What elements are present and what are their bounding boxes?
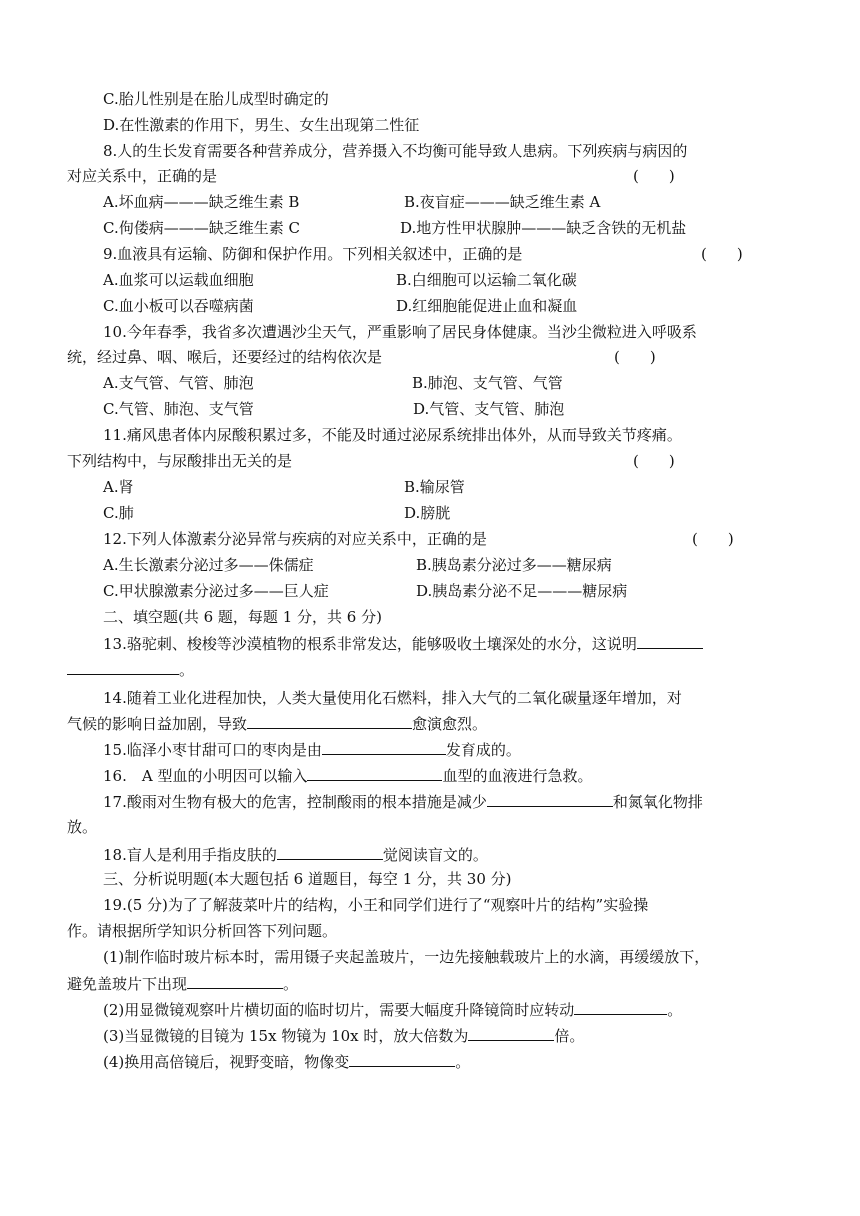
q13-blank-part1[interactable] [637,633,703,649]
q16-blank[interactable] [307,765,442,781]
q9-option-d: D.红细胞能促进止血和凝血 [396,297,578,315]
q8-answer-paren: ( ) [633,167,675,185]
q12-option-c: C.甲状腺激素分泌过多——巨人症 [103,582,329,600]
q15-text [103,739,521,760]
q12-stem: 12.下列人体激素分泌异常与疾病的对应关系中，正确的是 [103,530,487,548]
q14-text-line2 [67,713,487,734]
q7-option-c: C.胎儿性别是在胎儿成型时确定的 [103,90,329,108]
q16-text [103,765,592,786]
q10-option-c: C.气管、肺泡、支气管 [103,400,254,418]
q19-part2 [103,999,682,1020]
q11-stem-line1: 11.痛风患者体内尿酸积累过多，不能及时通过泌尿系统排出体外，从而导致关节疼痛。 [103,426,682,444]
q19-part4 [103,1051,470,1072]
q11-option-b: B.输尿管 [404,478,465,496]
q14-text-part2: 愈演愈烈。 [412,715,488,733]
q11-answer-paren: ( ) [633,452,675,470]
q11-option-d: D.膀胱 [404,504,451,522]
q12-option-d: D.胰岛素分泌不足———糖尿病 [416,582,628,600]
q13-text [103,633,703,654]
q12-option-a: A.生长激素分泌过多——侏儒症 [103,556,314,574]
q8-stem-line1: 8.人的生长发育需要各种营养成分，营养摄入不均衡可能导致人患病。下列疾病与病因的 [103,142,688,160]
q13-text-part1: 13.骆驼刺、梭梭等沙漠植物的根系非常发达，能够吸收土壤深处的水分，这说明 [103,635,637,653]
q19-part4-text: (4)换用高倍镜后，视野变暗，物像变 [103,1053,350,1071]
q18-text [103,844,488,865]
q9-option-a: A.血浆可以运载血细胞 [103,271,254,289]
q19-part2-text: (2)用显微镜观察叶片横切面的临时切片，需要大幅度升降镜筒时应转动 [103,1001,575,1019]
q19-part4-end: 。 [455,1053,471,1071]
q14-text-part1: 气候的影响日益加剧，导致 [67,715,248,733]
q11-option-c: C.肺 [103,504,134,522]
q19-part1-text: 避免盖玻片下出现 [67,975,188,993]
q19-part3 [103,1025,584,1046]
q19-stem-line1: 19.(5 分)为了了解菠菜叶片的结构，小王和同学们进行了“观察叶片的结构”实验操 [103,896,649,914]
q19-part2-end: 。 [667,1001,683,1019]
q10-stem-line2: 统，经过鼻、咽、喉后，还要经过的结构依次是 [67,348,383,366]
q17-blank[interactable] [487,791,613,807]
q13-blank-part2[interactable] [67,659,179,675]
q19-part3-text: (3)当显微镜的目镜为 15x 物镜为 10x 时，放大倍数为 [103,1027,469,1045]
q15-text-part2: 发育成的。 [445,741,521,759]
q11-stem-line2: 下列结构中，与尿酸排出无关的是 [67,452,293,470]
q19-part1-end: 。 [283,975,299,993]
q19-stem-line2: 作。请根据所学知识分析回答下列问题。 [67,922,338,940]
q10-stem-line1: 10.今年春季，我省多次遭遇沙尘天气，严重影响了居民身体健康。当沙尘微粒进入呼吸系 [103,323,697,341]
q10-option-b: B.肺泡、支气管、气管 [412,374,563,392]
q8-option-c: C.佝偻病———缺乏维生素 C [103,219,300,237]
q17-text-line1 [103,791,703,812]
q9-option-b: B.白细胞可以运输二氧化碳 [396,271,577,289]
q10-option-d: D.气管、支气管、肺泡 [413,400,565,418]
q15-blank[interactable] [322,739,446,755]
q19-part1-line2 [67,973,298,994]
q7-option-d: D.在性激素的作用下，男生、女生出现第二性征 [103,116,420,134]
q10-option-a: A.支气管、气管、肺泡 [103,374,254,392]
q13-text-line2 [67,659,194,680]
q18-text-part1: 18.盲人是利用手指皮肤的 [103,846,277,864]
q14-blank[interactable] [247,713,412,729]
q12-option-b: B.胰岛素分泌过多——糖尿病 [416,556,612,574]
q18-text-part2: 觉阅读盲文的。 [382,846,488,864]
q16-text-part2: 血型的血液进行急救。 [442,767,593,785]
q9-answer-paren: ( ) [701,245,743,263]
q16-text-part1: 16. A 型血的小明因可以输入 [103,767,308,785]
q12-answer-paren: ( ) [692,530,734,548]
q10-answer-paren: ( ) [614,348,656,366]
q17-text-part1: 17.酸雨对生物有极大的危害，控制酸雨的根本措施是减少 [103,793,487,811]
q19-part4-blank[interactable] [349,1051,455,1067]
q18-blank[interactable] [277,844,383,860]
q19-part3-end: 倍。 [554,1027,585,1045]
q9-option-c: C.血小板可以吞噬病菌 [103,297,254,315]
q8-stem-line2: 对应关系中，正确的是 [67,167,218,185]
q8-option-b: B.夜盲症———缺乏维生素 A [404,193,601,211]
q15-text-part1: 15.临泽小枣甘甜可口的枣肉是由 [103,741,322,759]
q17-text-part2: 和氮氧化物排 [612,793,703,811]
q19-part1-line1: (1)制作临时玻片标本时，需用镊子夹起盖玻片，一边先接触载玻片上的水滴，再缓缓放下， [103,948,710,966]
q11-option-a: A.肾 [103,478,134,496]
q14-text-line1: 14.随着工业化进程加快，人类大量使用化石燃料，排入大气的二氧化碳量逐年增加，对 [103,689,682,707]
q19-part2-blank[interactable] [574,999,667,1015]
q19-part1-blank[interactable] [187,973,283,989]
q19-part3-blank[interactable] [468,1025,554,1041]
section-3-heading: 三、分析说明题(本大题包括 6 道题目，每空 1 分，共 30 分) [103,870,512,888]
q17-text-line2: 放。 [67,818,98,836]
q13-text-part2: 。 [179,661,195,679]
q8-option-a: A.坏血病———缺乏维生素 B [103,193,300,211]
q9-stem: 9.血液具有运输、防御和保护作用。下列相关叙述中，正确的是 [103,245,523,263]
section-2-heading: 二、填空题(共 6 题，每题 1 分，共 6 分) [103,608,382,626]
q8-option-d: D.地方性甲状腺肿———缺乏含铁的无机盐 [400,219,687,237]
